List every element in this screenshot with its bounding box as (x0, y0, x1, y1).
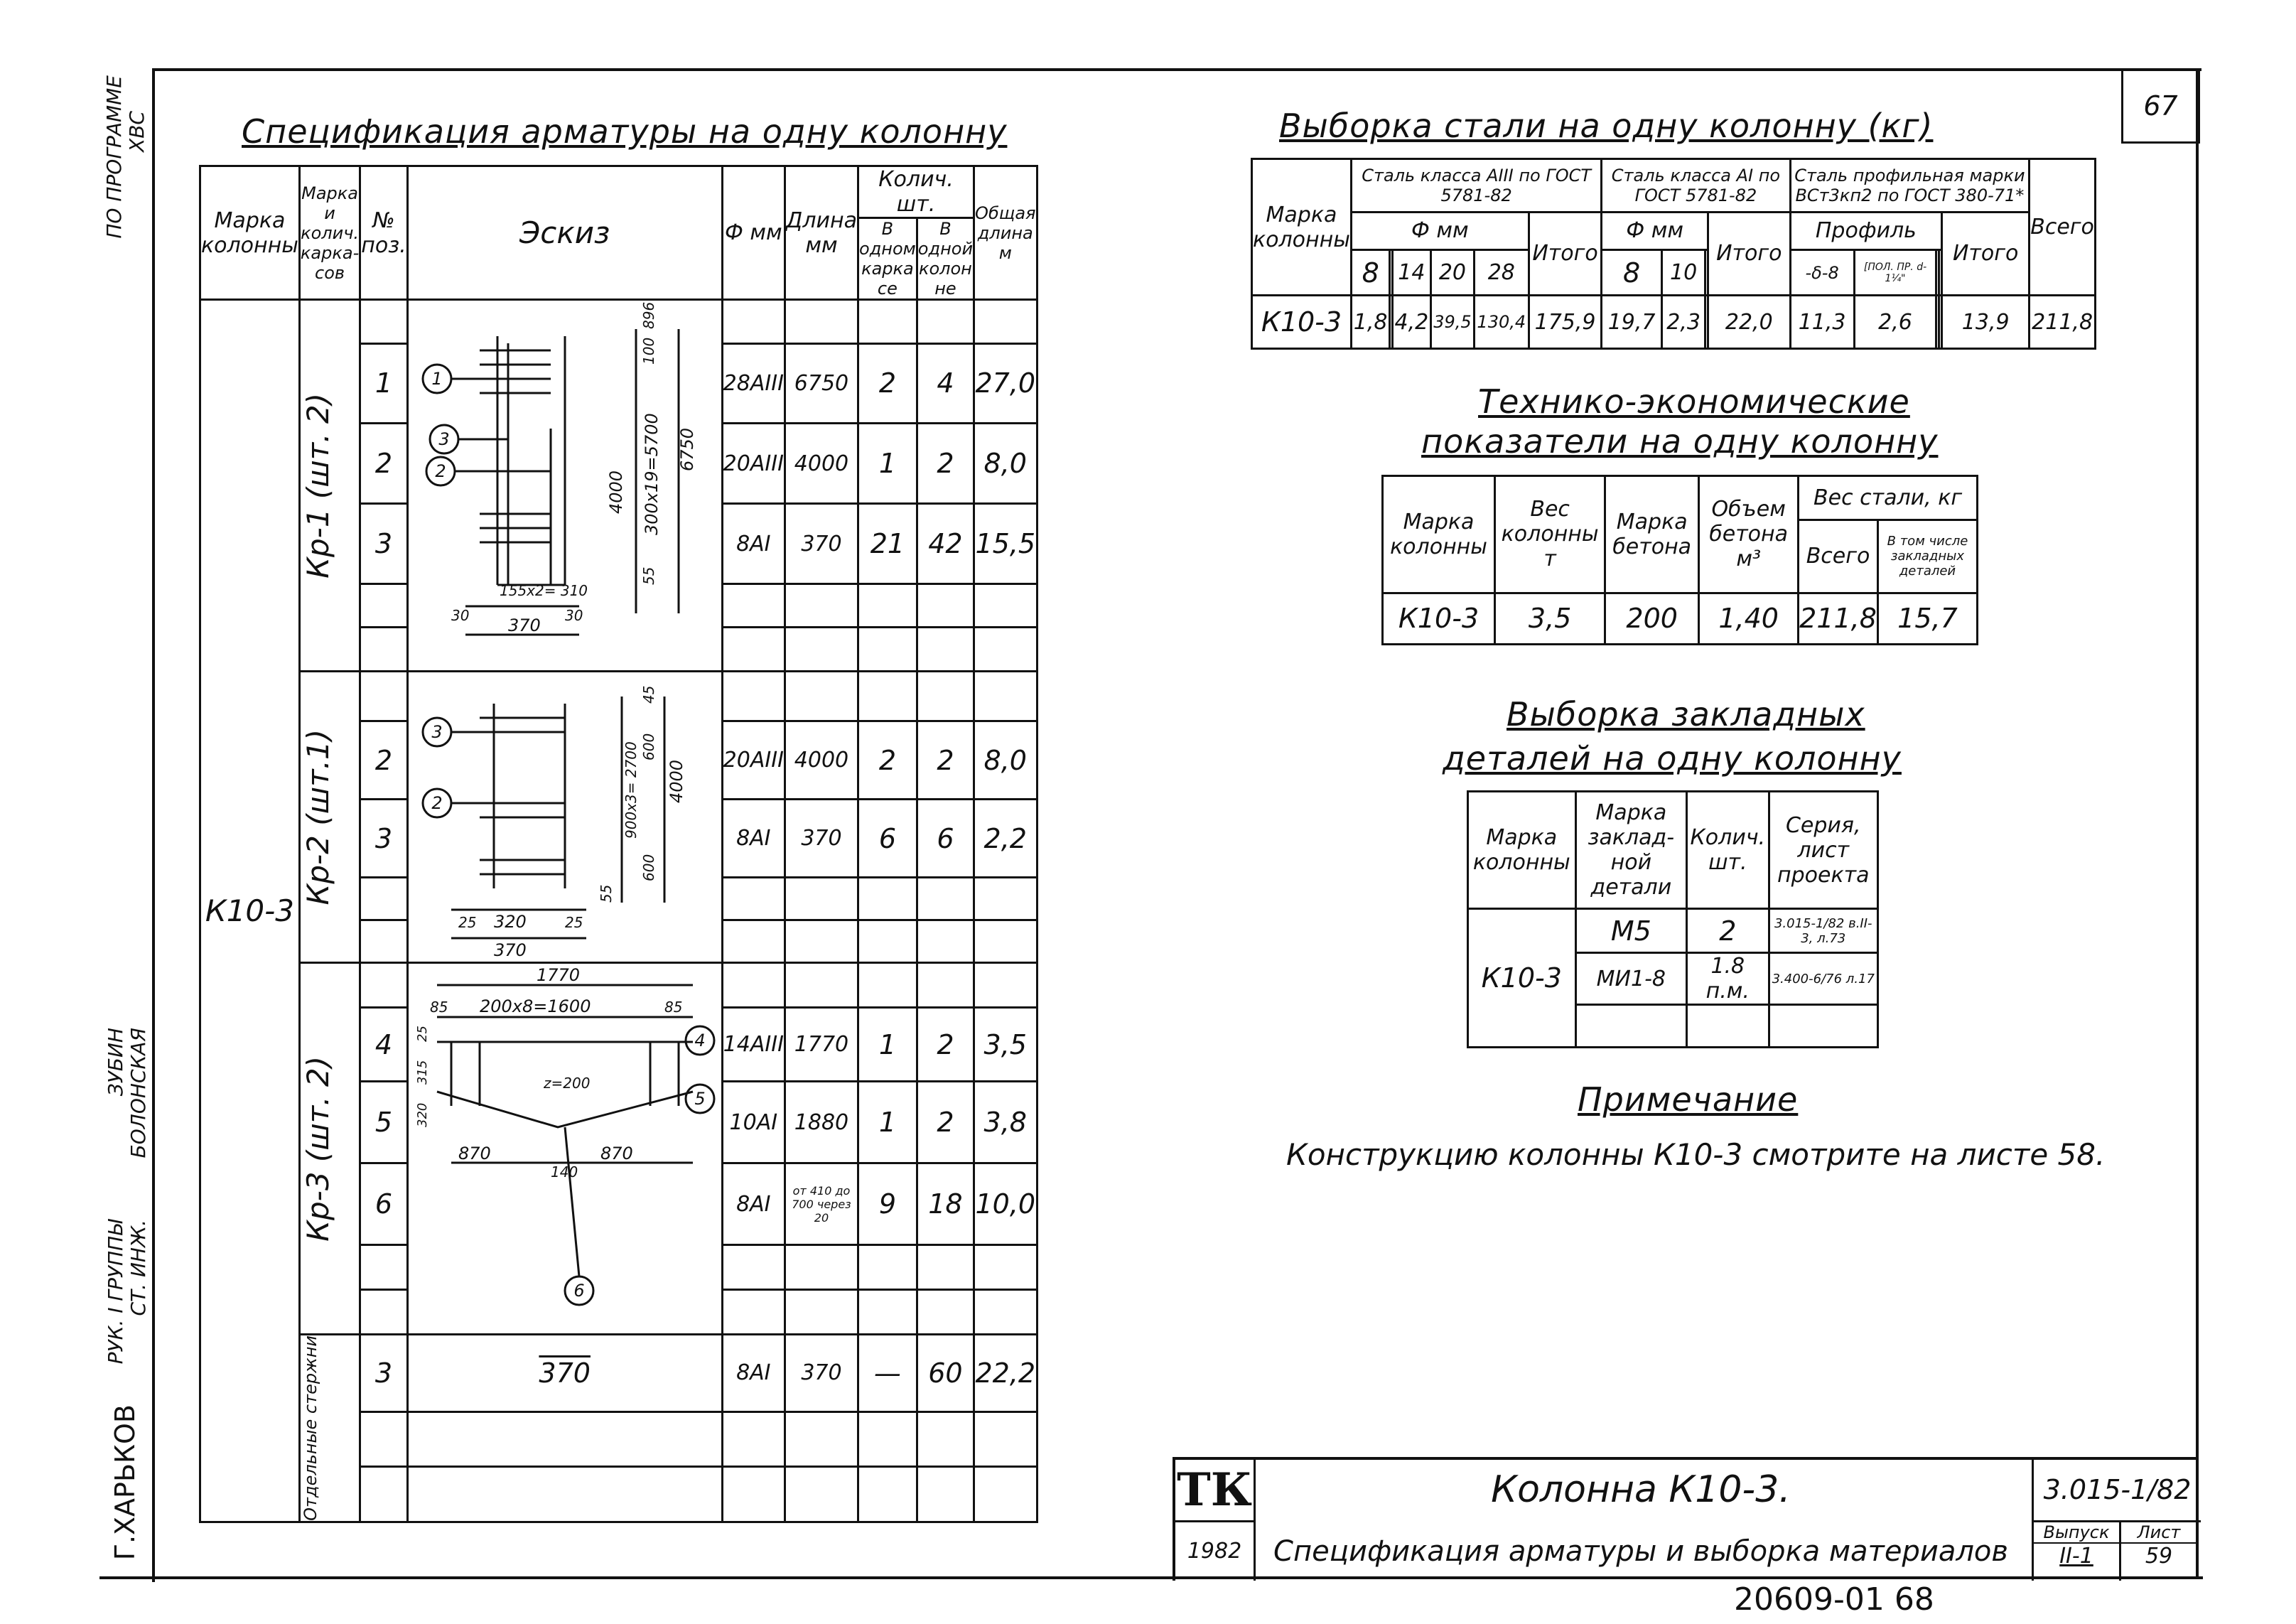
steel-sub-at10: 10 (1661, 250, 1705, 296)
embed-r2-qty: 1.8 п.м. (1687, 953, 1769, 1005)
sk3-85a: 85 (429, 999, 448, 1016)
r3-total: 15,5 (974, 504, 1037, 584)
sk2-370: 370 (493, 940, 527, 959)
steel-sub-at-blank (1705, 250, 1708, 296)
h-frame-mark: Марка и колич. карка- сов (299, 166, 360, 300)
r3-dia: 8АI (722, 504, 785, 584)
frame-separate-label: Отдельные стержни (300, 1335, 320, 1521)
embed-r2-series: 3.400-6/76 л.17 (1769, 953, 1878, 1005)
r1-pos: 1 (360, 343, 407, 424)
tech-title1: Технико-экономические (1478, 382, 1910, 421)
tb-issue (2032, 1522, 2121, 1581)
embed-table (1467, 790, 1879, 1048)
sk3-85b: 85 (664, 999, 683, 1016)
sketch-kp3-svg (409, 964, 721, 1333)
tech-h-concrete: Марка бетона (1605, 476, 1699, 593)
embed-r2-part: МИ1-8 (1575, 953, 1687, 1005)
sk1-4000: 4000 (605, 470, 626, 514)
r7-pos: 5 (360, 1082, 407, 1163)
tb-issue-val: II-1 (2059, 1544, 2093, 1569)
h-total-len: Общая длина м (974, 166, 1037, 300)
r3-q2: 42 (917, 504, 974, 584)
sk3-870b: 870 (600, 1144, 633, 1163)
tech-table (1381, 475, 1978, 645)
r3-q1: 21 (858, 504, 917, 584)
sk3-320: 320 (414, 1102, 430, 1127)
steel-r-at-8: 19,7 (1602, 296, 1662, 349)
steel-r-prof-total: 13,9 (1942, 296, 2030, 349)
r9-pos: 3 (360, 1335, 407, 1412)
r2-len: 4000 (785, 424, 858, 504)
sketch-kp2 (407, 672, 722, 963)
r2-dia: 20АIII (722, 424, 785, 504)
steel-h-itogo1: Итого (1529, 212, 1602, 295)
sk1-30a: 30 (451, 607, 470, 624)
stamp-role1: РУК. I ГРУППЫ (104, 1220, 127, 1365)
r6-len: 1770 (785, 1007, 858, 1082)
tb-sheet (2119, 1522, 2199, 1581)
stamp-city: Г.ХАРЬКОВ (109, 1404, 141, 1561)
tech-h-embedded: В том числе закладных деталей (1877, 520, 1977, 593)
steel-r-mark: К10-3 (1252, 296, 1352, 349)
steel-sub-28: 28 (1474, 250, 1529, 296)
tech-r-total: 211,8 (1799, 593, 1878, 644)
r8-pos: 6 (360, 1163, 407, 1245)
sk2-600a: 600 (640, 733, 657, 760)
footer-code: 20609-01 68 (1734, 1581, 1934, 1618)
embed-title1: Выборка закладных (1507, 695, 1865, 733)
steel-sub-prof2: [ПОЛ. ПР. d-1¼" (1854, 250, 1936, 296)
circle-2: 2 (435, 461, 446, 481)
r1-q2: 4 (917, 343, 974, 424)
tech-h-total: Всего (1799, 520, 1878, 593)
circle-1: 1 (431, 369, 443, 389)
tech-h-mark: Марка колонны (1383, 476, 1495, 593)
steel-r-a3-20: 39,5 (1431, 296, 1475, 349)
note-title: Примечание (1578, 1080, 1799, 1119)
sk1-len: 6750 (677, 427, 697, 471)
r6-q1: 1 (858, 1007, 917, 1082)
r8-dia: 8АI (722, 1163, 785, 1245)
steel-r-a3-total: 175,9 (1529, 296, 1602, 349)
tk-logo: ТК (1175, 1460, 1256, 1522)
r2-total: 8,0 (974, 424, 1037, 504)
circle-4: 4 (694, 1031, 706, 1050)
embed-r1-qty: 2 (1687, 909, 1769, 953)
stamp-role2: СТ. ИНЖ. (126, 1220, 150, 1316)
tb-year: 1982 (1175, 1522, 1256, 1581)
h-qty: Колич. шт. (858, 166, 974, 218)
r7-dia: 10АI (722, 1082, 785, 1163)
side-stamp (99, 68, 154, 1579)
r1-q1: 2 (858, 343, 917, 424)
frame-kp2-label: Кр-2 (шт.1) (300, 728, 335, 905)
r4-pos: 2 (360, 721, 407, 800)
sk1-step: 300x19=5700 (641, 413, 662, 535)
r7-q1: 1 (858, 1082, 917, 1163)
r5-pos: 3 (360, 800, 407, 878)
r8-total: 10,0 (974, 1163, 1037, 1245)
circle-3b: 3 (431, 721, 443, 742)
r5-q2: 6 (917, 800, 974, 878)
tb-sheet-label: Лист (2119, 1522, 2199, 1544)
sk2-25b: 25 (564, 913, 583, 931)
h-qty-frame: В одном карка се (859, 219, 916, 299)
steel-r-prof2: 2,6 (1854, 296, 1936, 349)
page-number-box (2121, 68, 2200, 144)
r9-total: 22,2 (974, 1335, 1037, 1412)
r9-dia: 8АI (722, 1335, 785, 1412)
steel-h-vsego: Всего (2030, 159, 2096, 296)
frame-kp2 (299, 672, 360, 963)
sk3-25: 25 (414, 1026, 430, 1042)
sk2-step: 900x3= 2700 (622, 741, 640, 839)
sketch-bar: 370 (407, 1335, 722, 1412)
r4-len: 4000 (785, 721, 858, 800)
r6-pos: 4 (360, 1007, 407, 1082)
tech-r-concrete: 200 (1605, 593, 1699, 644)
steel-sub-14: 14 (1392, 250, 1430, 296)
stamp-name1: ЗУБИН (104, 1028, 127, 1097)
r1-dia: 28АIII (722, 343, 785, 424)
sk3-315: 315 (414, 1060, 430, 1085)
sk3-1770: 1770 (536, 965, 580, 985)
h-col-mark: Марка колонны (200, 166, 300, 300)
steel-table (1251, 158, 2096, 350)
sk2-4000: 4000 (666, 759, 686, 803)
tech-title2: показатели на одну колонну (1421, 422, 1939, 461)
sk3-140: 140 (550, 1163, 578, 1181)
embed-r1-series: 3.015-1/82 в.II-3, л.73 (1769, 909, 1878, 953)
tech-h-weight: Вес колонны т (1495, 476, 1605, 593)
r9-q1: — (858, 1335, 917, 1412)
steel-h-itogo2: Итого (1708, 212, 1790, 295)
steel-r-a3-28: 130,4 (1474, 296, 1529, 349)
h-qty-col: В одной колон не (917, 219, 974, 299)
r8-q2: 18 (917, 1163, 974, 1245)
right-border (2196, 68, 2199, 1579)
sketch-kp1-svg (409, 301, 721, 670)
sketch-kp1 (407, 300, 722, 672)
sk1-55: 55 (640, 566, 657, 585)
tech-r-weight: 3,5 (1495, 593, 1605, 644)
r7-len: 1880 (785, 1082, 858, 1163)
sk2-25a: 25 (458, 913, 477, 931)
r4-dia: 20АIII (722, 721, 785, 800)
steel-r-prof1: 11,3 (1790, 296, 1854, 349)
r2-q2: 2 (917, 424, 974, 504)
sketch-kp2-svg (409, 675, 721, 959)
r2-pos: 2 (360, 424, 407, 504)
note-text: Конструкцию колонны К10-3 смотрите на листе 58. (1286, 1137, 2106, 1172)
h-pos: № поз. (360, 166, 407, 300)
tb-code: 3.015-1/82 (2032, 1460, 2201, 1522)
steel-r-a3-8: 1,8 (1351, 296, 1389, 349)
spec-title: Спецификация арматуры на одну колонну (242, 112, 1008, 151)
r3-len: 370 (785, 504, 858, 584)
embed-h-part: Марка заклад- ной детали (1575, 792, 1687, 909)
sk1-370: 370 (507, 615, 541, 635)
r4-q2: 2 (917, 721, 974, 800)
sk3-z: z=200 (543, 1075, 591, 1092)
r7-q2: 2 (917, 1082, 974, 1163)
r3-pos: 3 (360, 504, 407, 584)
tb-sheet-val: 59 (2145, 1544, 2173, 1569)
circle-5: 5 (694, 1089, 706, 1109)
r6-total: 3,5 (974, 1007, 1037, 1082)
frame-separate (299, 1335, 360, 1522)
h-length: Длина мм (785, 166, 858, 300)
r8-q1: 9 (858, 1163, 917, 1245)
embed-r-mark: К10-3 (1468, 909, 1576, 1048)
r1-len: 6750 (785, 343, 858, 424)
steel-sub-20: 20 (1431, 250, 1475, 296)
r5-total: 2,2 (974, 800, 1037, 878)
steel-r-at-10: 2,3 (1661, 296, 1705, 349)
sk1-30b: 30 (564, 607, 583, 624)
steel-title: Выборка стали на одну колонну (кг) (1279, 107, 1934, 145)
sk2-45: 45 (640, 685, 657, 704)
stamp-top: ПО ПРОГРАММЕ (102, 75, 126, 239)
circle-2b: 2 (431, 792, 443, 813)
tech-r-embedded: 15,7 (1877, 593, 1977, 644)
steel-h-prof: Сталь профильная марки ВСт3кп2 по ГОСТ 380-71* (1790, 159, 2030, 213)
sk1-896: 896 (640, 301, 657, 329)
circle-3: 3 (438, 429, 450, 449)
tech-h-volume: Объем бетона м³ (1699, 476, 1799, 593)
frame-kp3 (299, 963, 360, 1335)
steel-h-dia2: Ф мм (1602, 212, 1708, 249)
steel-sub-prof4 (1939, 250, 1942, 296)
r4-total: 8,0 (974, 721, 1037, 800)
frame-kp3-label: Кр-3 (шт. 2) (300, 1055, 335, 1242)
tech-h-steel: Вес стали, кг (1799, 476, 1978, 520)
tb-desc: Спецификация арматуры и выборка материалов (1273, 1535, 2008, 1568)
embed-r1-part: М5 (1575, 909, 1687, 953)
title-block (1173, 1457, 2199, 1581)
column-mark: К10-3 (200, 300, 300, 1522)
steel-sub-prof1: -δ-8 (1790, 250, 1854, 296)
steel-r-a3-14: 4,2 (1392, 296, 1430, 349)
steel-sub-at8: 8 (1602, 250, 1662, 296)
steel-r-at-total: 22,0 (1708, 296, 1790, 349)
sk2-600b: 600 (640, 854, 657, 881)
stamp-name2: БОЛОНСКАЯ (126, 1028, 150, 1158)
embed-h-qty: Колич. шт. (1687, 792, 1769, 909)
sk3-step: 200x8=1600 (479, 996, 591, 1016)
steel-h-dia1: Ф мм (1351, 212, 1529, 249)
tech-r-volume: 1,40 (1699, 593, 1799, 644)
sketch-kp3 (407, 963, 722, 1335)
steel-h-mark: Марка колонны (1252, 159, 1352, 296)
steel-h-at: Сталь класса АI по ГОСТ 5781-82 (1602, 159, 1790, 213)
r8-len: от 410 до 700 через 20 (785, 1163, 858, 1245)
r9-q2: 60 (917, 1335, 974, 1412)
h-sketch: Эскиз (407, 166, 722, 300)
r5-q1: 6 (858, 800, 917, 878)
r5-dia: 8АI (722, 800, 785, 878)
spec-table (199, 165, 1038, 1523)
embed-h-mark: Марка колонны (1468, 792, 1576, 909)
r9-len: 370 (785, 1335, 858, 1412)
stamp-top2: ХВС (125, 111, 149, 152)
steel-h-profile: Профиль (1790, 212, 1942, 249)
r4-q1: 2 (858, 721, 917, 800)
tech-r-mark: К10-3 (1383, 593, 1495, 644)
r6-dia: 14АIII (722, 1007, 785, 1082)
steel-sub-8: 8 (1351, 250, 1389, 296)
r6-q2: 2 (917, 1007, 974, 1082)
r5-len: 370 (785, 800, 858, 878)
r2-q1: 1 (858, 424, 917, 504)
r1-total: 27,0 (974, 343, 1037, 424)
sk2-320: 320 (493, 911, 527, 932)
r7-total: 3,8 (974, 1082, 1037, 1163)
tb-name: Колонна К10-3. (1491, 1468, 1791, 1511)
sk1-100: 100 (640, 337, 657, 365)
circle-6: 6 (573, 1281, 585, 1301)
frame-kp1 (299, 300, 360, 672)
sk1-155: 155x2= 310 (499, 582, 588, 599)
embed-title2: деталей на одну колонну (1443, 739, 1902, 778)
h-dia: Ф мм (722, 166, 785, 300)
tb-issue-label: Выпуск (2034, 1522, 2119, 1544)
sk2-55: 55 (597, 884, 615, 903)
steel-h-a3: Сталь класса АIII по ГОСТ 5781-82 (1351, 159, 1601, 213)
frame-kp1-label: Кр-1 (шт. 2) (300, 392, 335, 579)
sk3-870a: 870 (458, 1144, 491, 1163)
steel-r-all: 211,8 (2030, 296, 2096, 349)
embed-h-series: Серия, лист проекта (1769, 792, 1878, 909)
page-number: 67 (2143, 90, 2178, 122)
steel-h-itogo3: Итого (1942, 212, 2030, 295)
